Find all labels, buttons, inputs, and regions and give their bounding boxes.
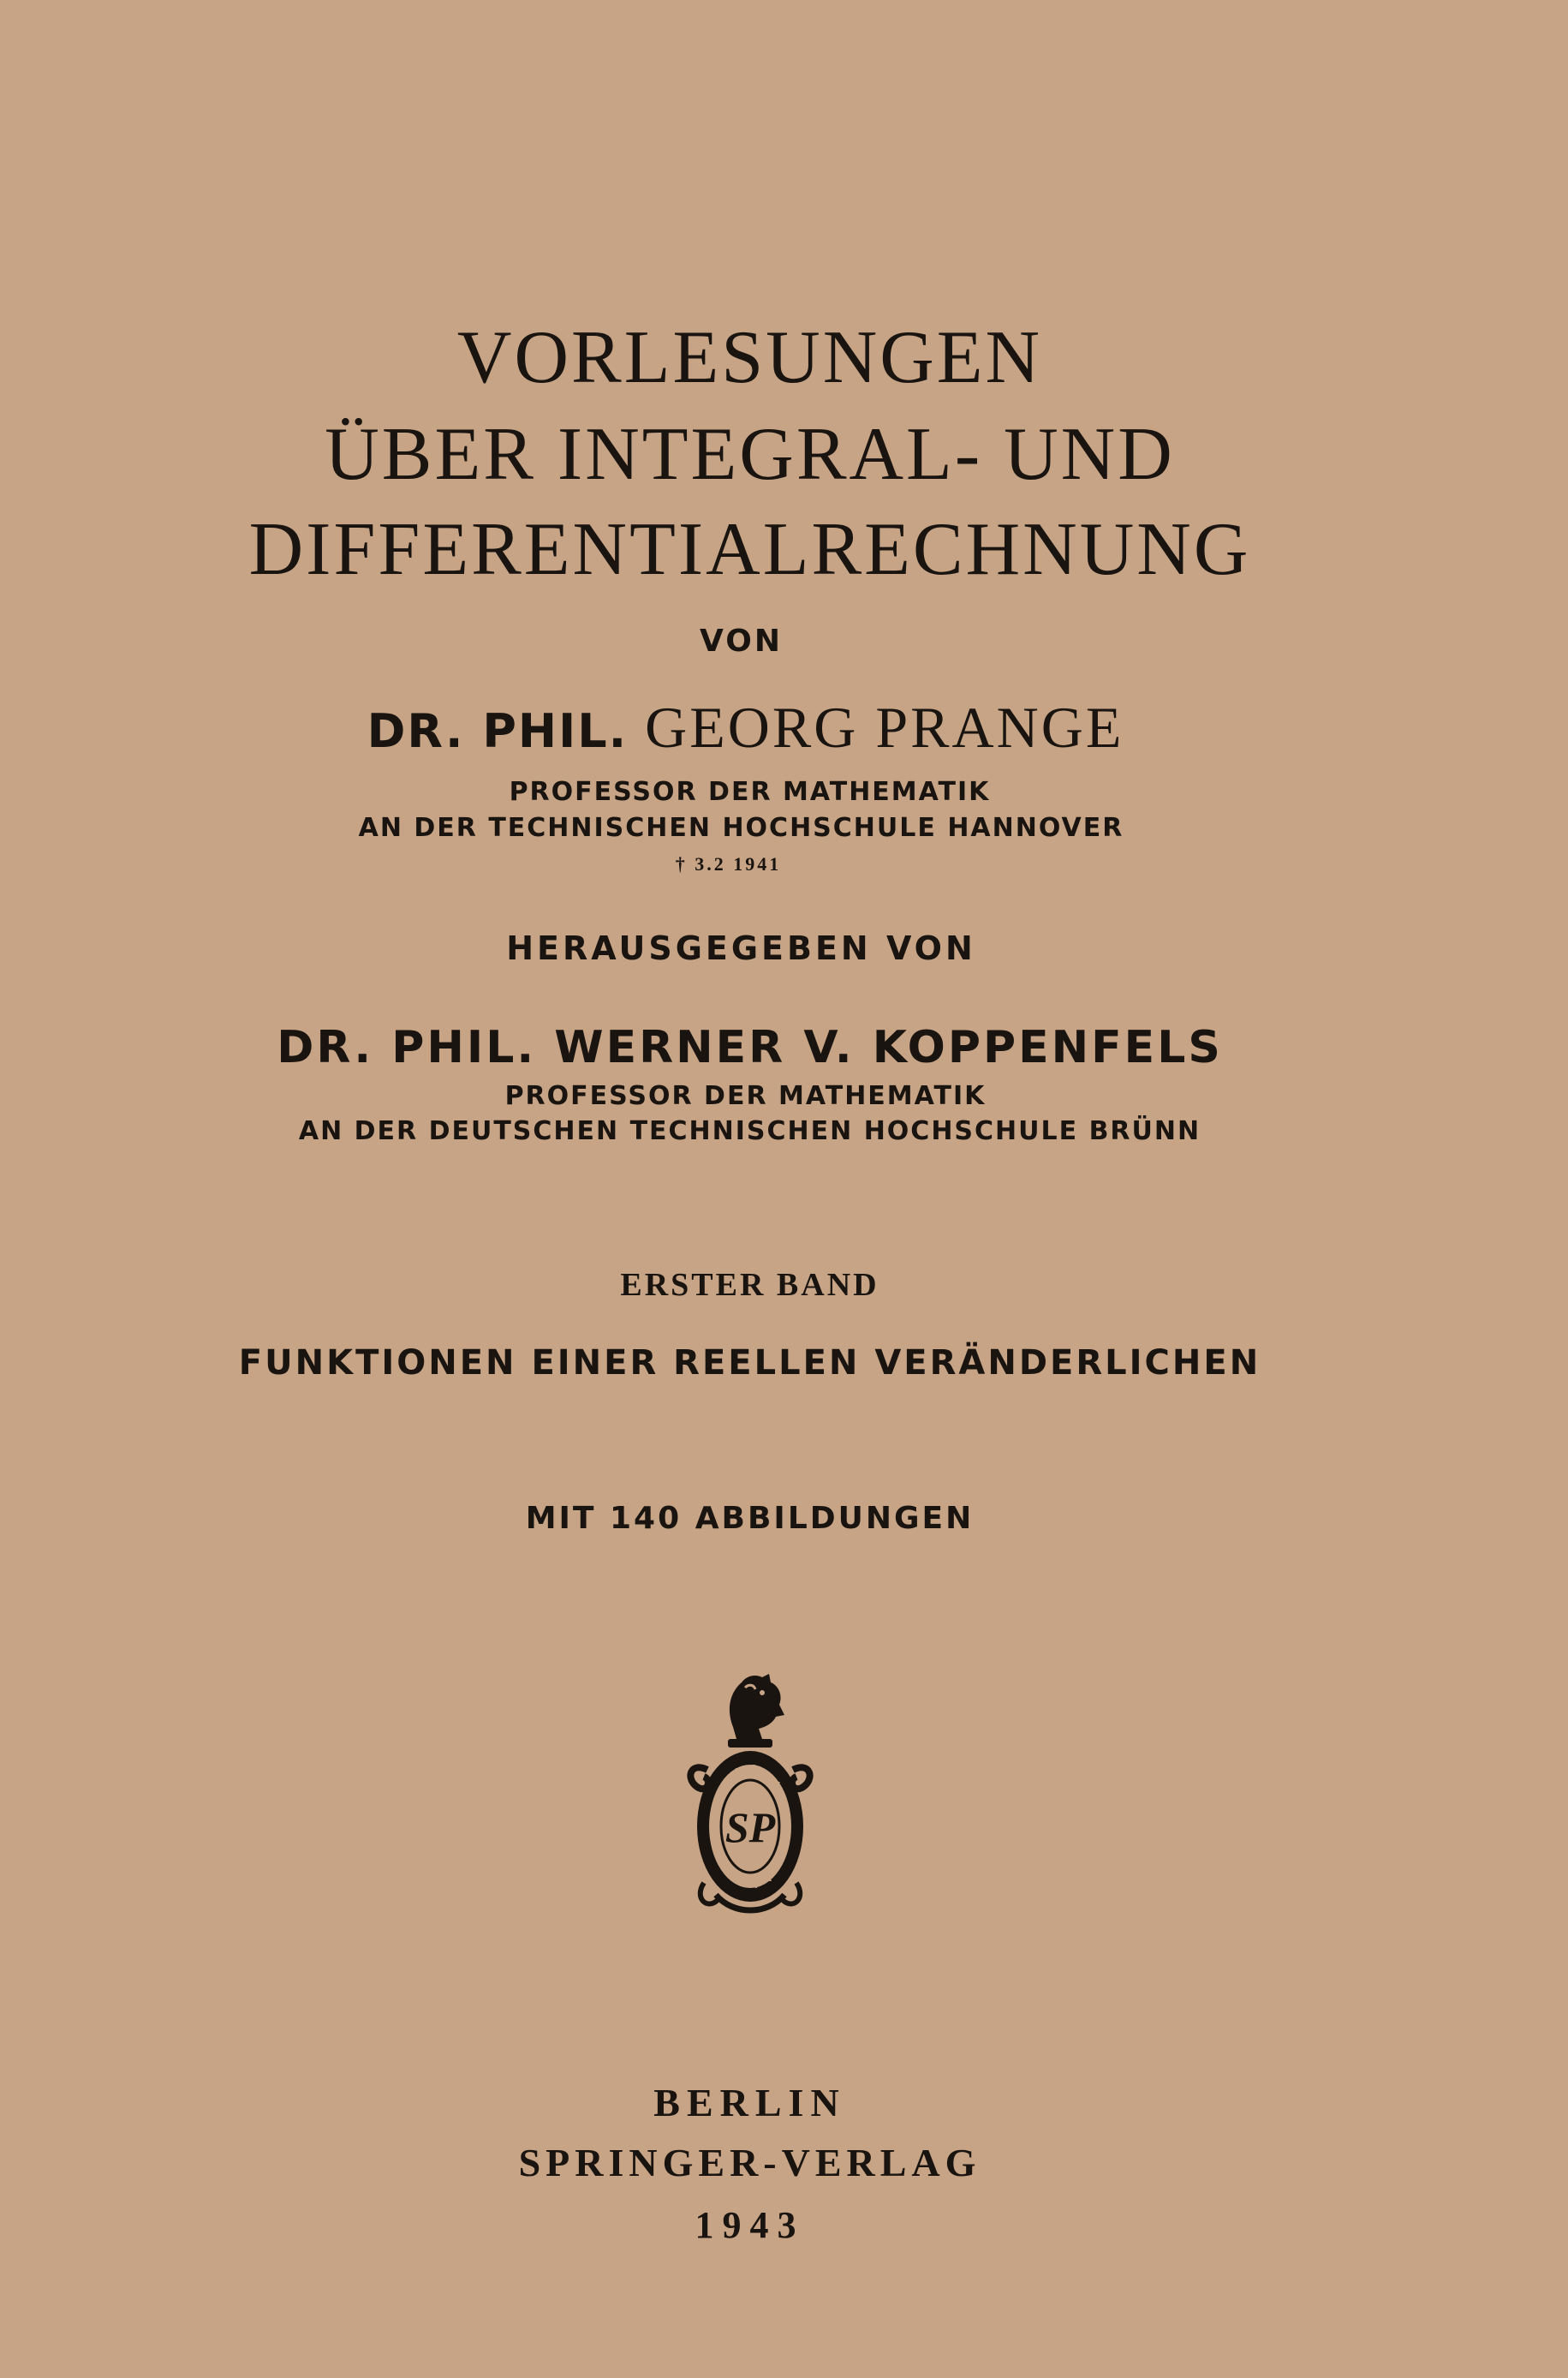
author-death-date: † 3.2 1941: [675, 853, 782, 875]
volume-label: ERSTER BAND: [620, 1267, 879, 1303]
svg-text:L: L: [764, 1768, 771, 1779]
by-label: VON: [700, 624, 783, 659]
title-line-1: VORLESUNGEN: [456, 316, 1043, 399]
author-affiliation-2: AN DER TECHNISCHEN HOCHSCHULE HANNOVER: [358, 813, 1124, 843]
imprint-publisher: SPRINGER-VERLAG: [518, 2141, 981, 2184]
svg-text:S: S: [750, 1763, 757, 1774]
author-affiliation-1: PROFESSOR DER MATHEMATIK: [509, 777, 991, 807]
svg-text:E: E: [774, 1780, 781, 1791]
svg-text:1: 1: [726, 1867, 733, 1879]
springer-knight-seal-icon: [673, 1667, 827, 1924]
author-prefix: DR. PHIL.: [367, 704, 629, 758]
svg-text:A: A: [723, 1778, 730, 1789]
title-line-2: ÜBER INTEGRAL- UND: [325, 413, 1175, 496]
editor-name: DR. PHIL. WERNER V. KOPPENFELS: [277, 1022, 1223, 1073]
svg-text:8: 8: [738, 1878, 745, 1889]
seal-monogram: SP: [724, 1803, 776, 1851]
editor-affiliation-1: PROFESSOR DER MATHEMATIK: [504, 1081, 987, 1111]
svg-text:2: 2: [766, 1873, 772, 1884]
imprint-city: BERLIN: [653, 2081, 846, 2124]
editor-affiliation-2: AN DER DEUTSCHEN TECHNISCHEN HOCHSCHULE BRÜNN: [298, 1116, 1201, 1146]
svg-text:U: U: [735, 1766, 742, 1778]
illustrations-note: MIT 140 ABBILDUNGEN: [525, 1501, 975, 1536]
volume-subtitle: FUNKTIONEN EINER REELLEN VERÄNDERLICHEN: [238, 1343, 1261, 1383]
title-line-3: DIFFERENTIALRECHNUNG: [248, 508, 1251, 591]
author-name: [0, 694, 1529, 762]
svg-text:4: 4: [752, 1879, 759, 1891]
imprint-year: 1943: [695, 2204, 805, 2246]
edited-by-label: HERAUSGEGEBEN VON: [506, 929, 976, 967]
author-surname: GEORG PRANGE: [645, 695, 1124, 760]
